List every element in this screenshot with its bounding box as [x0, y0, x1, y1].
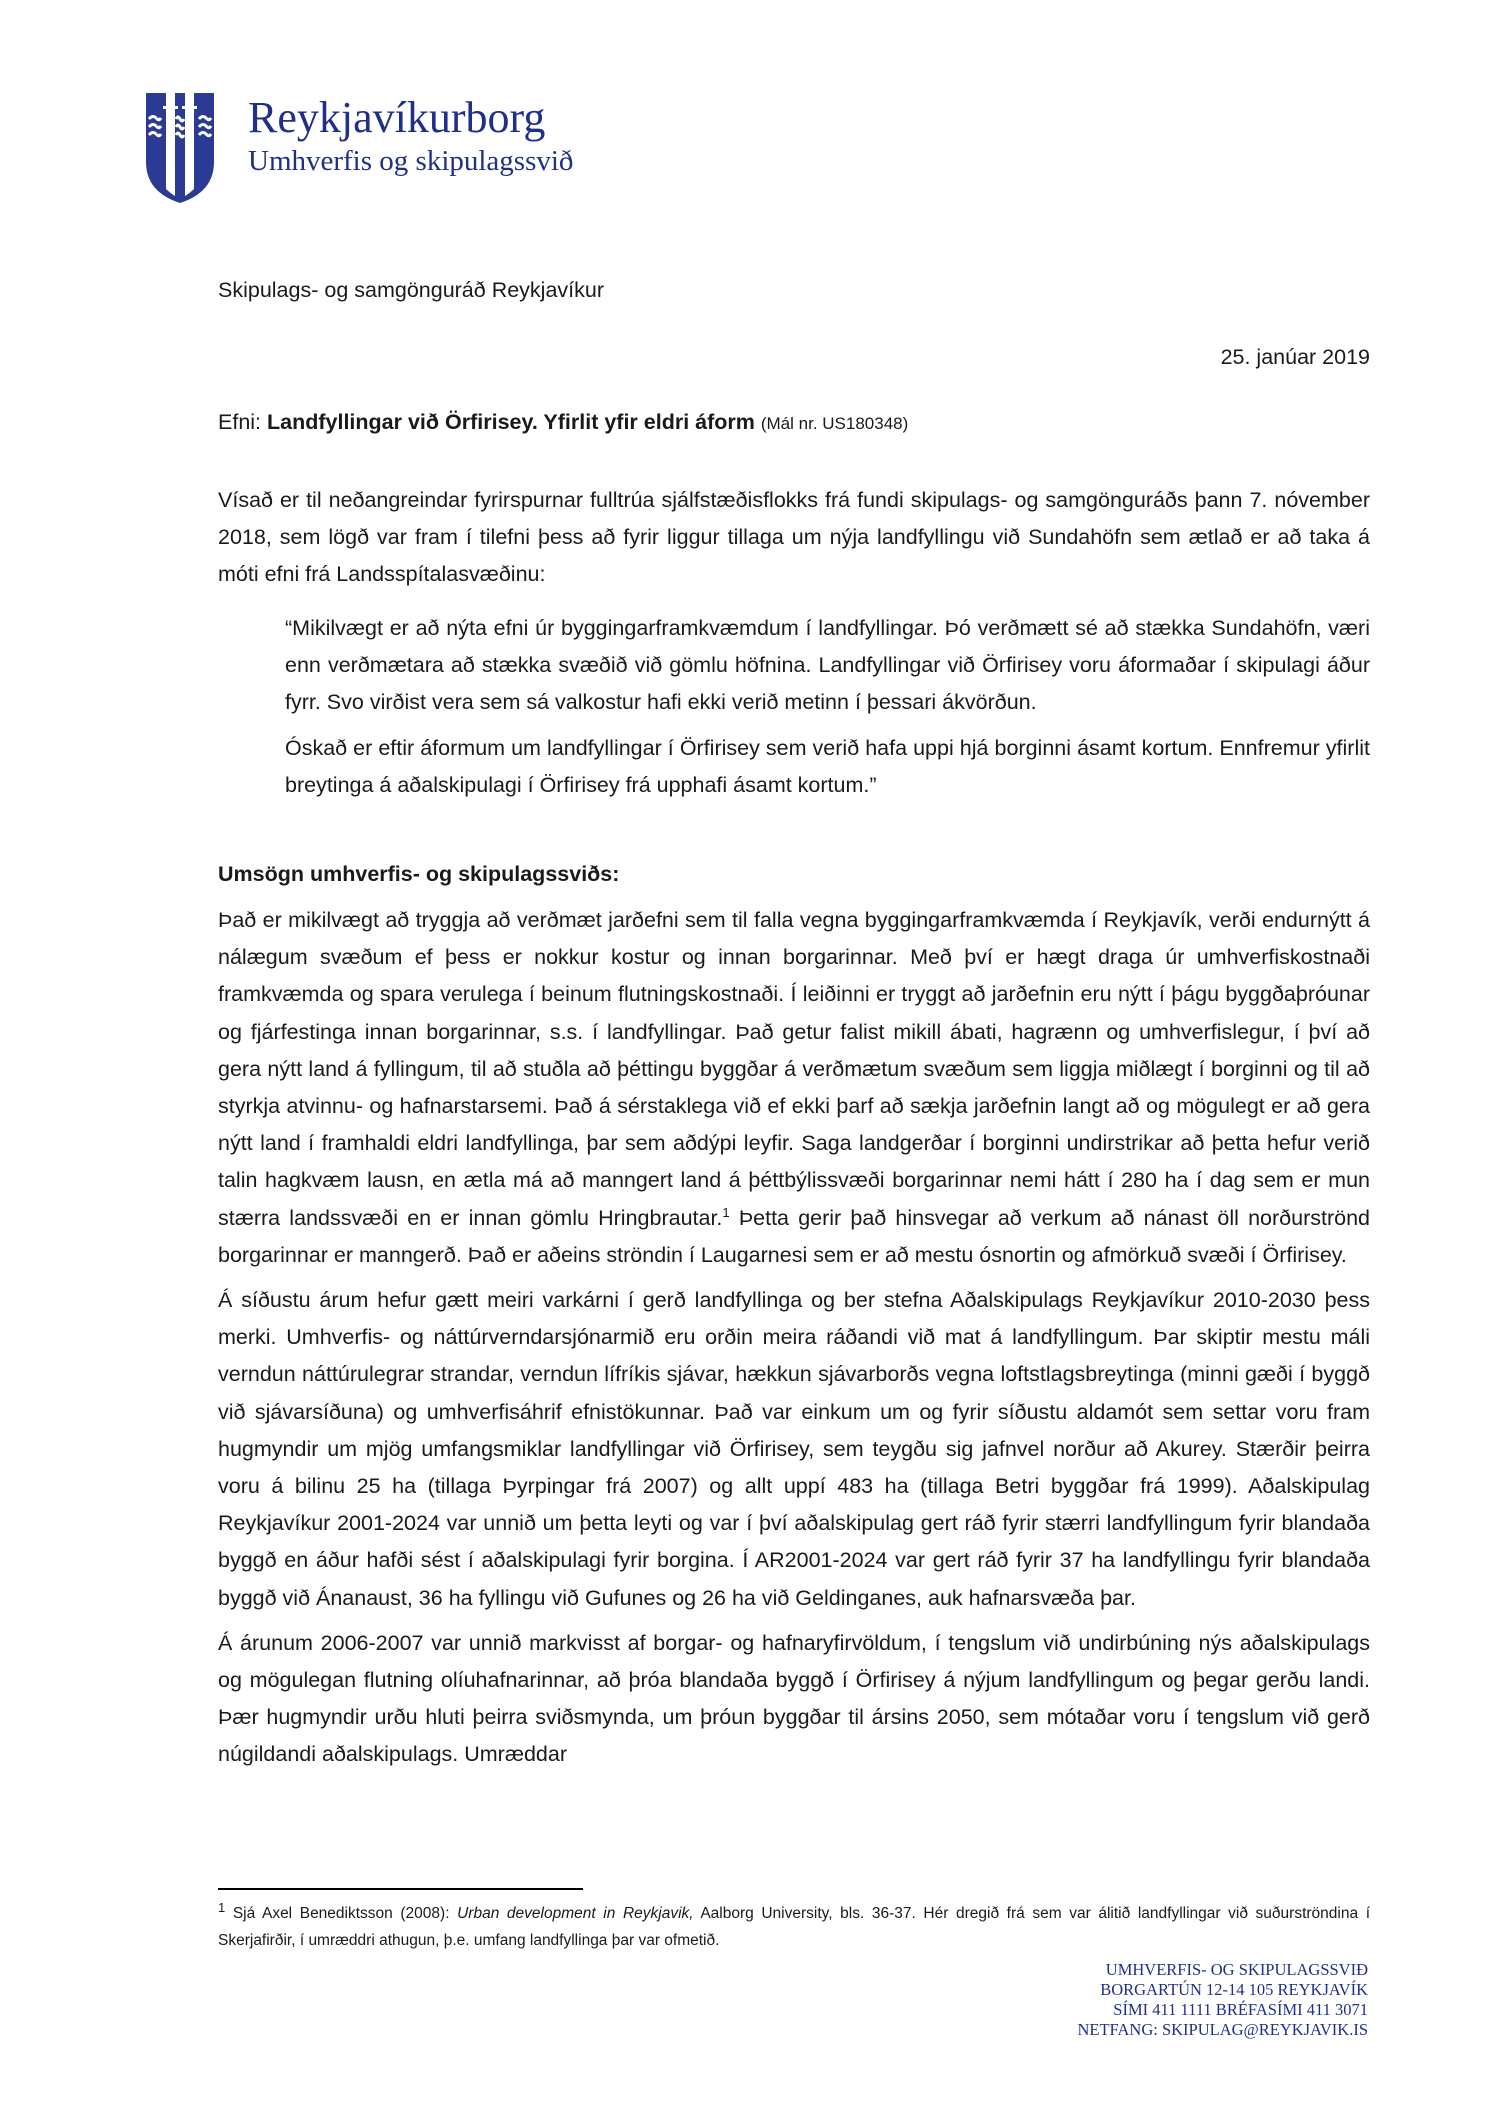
quoted-inquiry	[285, 610, 1370, 813]
subject-line	[218, 410, 908, 435]
footnote-reference[interactable]: 1	[722, 1204, 730, 1220]
response-body	[218, 902, 1370, 1782]
case-number: (Mál nr. US180348)	[760, 414, 909, 433]
recipient: Skipulags- og samgönguráð Reykjavíkur	[218, 278, 605, 302]
subject-label: Efni:	[218, 410, 262, 434]
footer-department: UMHVERFIS- OG SKIPULAGSSVIÐ	[1105, 1960, 1368, 1979]
letter-date: 25. janúar 2019	[1220, 345, 1370, 369]
paragraph-text: Þetta gerir það hinsvegar að verkum að nánast öll norðurströnd borgarinnar er manngerð. Það er aðeins ströndin í Laugarnesi sem er að mestu ósnortin og afmörkuð svæði í Örfirisey.	[218, 1205, 1370, 1267]
subject-title: Landfyllingar við Örfirisey. Yfirlit yfir eldri áform	[267, 410, 755, 434]
footer-phone: SÍMI 411 1111 BRÉFASÍMI 411 3071	[1113, 2000, 1368, 2019]
footer-email[interactable]: NETFANG: SKIPULAG@REYKJAVIK.IS	[1077, 2020, 1368, 2039]
footer-address: BORGARTÚN 12-14 105 REYKJAVÍK	[1100, 1980, 1368, 1999]
footnote-text: Sjá Axel Benediktsson (2008):	[225, 1905, 458, 1922]
footnote-text: Aalborg University, bls. 36-37. Hér dregið frá sem var álitið landfyllingar við suðurströndina í Skerjafirðir, í umræddri athugun, þ.e. umfang landfyllinga þar var ofmetið.	[218, 1905, 1371, 1949]
quote-paragraph: “Mikilvægt er að nýta efni úr byggingarframkvæmdum í landfyllingar. Þó verðmætt sé að stækka Sundahöfn, væri enn verðmætara að stækka svæðið við gömlu höfnina. Landfyllingar við Örfirisey voru áformaðar í skipulagi áður fyrr. Svo virðist vera sem sá valkostur hafi ekki verið metinn í þessari ákvörðun.	[285, 616, 1370, 714]
footnote	[218, 1900, 1370, 1954]
footnote-divider	[218, 1888, 583, 1890]
body-paragraph	[218, 902, 1370, 1274]
body-paragraph: Á árunum 2006-2007 var unnið markvisst af borgar- og hafnaryfirvöldum, í tengslum við undirbúning nýs aðalskipulags og mögulegan flutning olíuhafnarinnar, að þróa blandaða byggð í Örfirisey á nýjum landfyllingum og þegar gerðu landi. Þær hugmyndir urðu hluti þeirra sviðsmynda, um þróun byggðar til ársins 2050, sem mótaðar voru í tengslum við gerð núgildandi aðalskipulags. Umræddar	[218, 1630, 1370, 1767]
letterhead-brand	[248, 92, 573, 178]
organization-name: Reykjavíkurborg	[248, 93, 546, 142]
reykjavik-coat-of-arms-icon	[145, 92, 215, 204]
footnote-number: 1	[218, 1899, 226, 1915]
department-name: Umhverfis og skipulagssvið	[248, 145, 574, 177]
intro-paragraph: Vísað er til neðangreindar fyrirspurnar fulltrúa sjálfstæðisflokks frá fundi skipulags- og samgönguráðs þann 7. nóvember 2018, sem lögð var fram í tilefni þess að fyrir liggur tillaga um nýja landfyllingu við Sundahöfn sem ætlað er að taka á móti efni frá Landsspítalasvæðinu:	[218, 488, 1370, 586]
letterhead-footer	[1077, 1960, 1368, 2040]
body-paragraph: Á síðustu árum hefur gætt meiri varkárni í gerð landfyllinga og ber stefna Aðalskipulags Reykjavíkur 2010-2030 þess merki. Umhverfis- og náttúrverndarsjónarmið eru orðin meira ráðandi við mat á landfyllingum. Þar skiptir mestu máli verndun náttúrulegrar strandar, verndun lífríkis sjávar, hækkun sjávarborðs vegna loftstlagsbreytinga (minni gæði í byggð við sjávarsíðuna) og umhverfisáhrif efnistökunnar. Það var einkum um og fyrir síðustu aldamót sem settar voru fram hugmyndir um mjög umfangsmiklar landfyllingar við Örfirisey, sem teygðu sig jafnvel norður að Akurey. Stærðir þeirra voru á bilinu 25 ha (tillaga Þyrpingar frá 2007) og allt uppí 483 ha (tillaga Betri byggðar frá 1999). Aðalskipulag Reykjavíkur 2001-2024 var unnið um þetta leyti og var í því aðalskipulag gert ráð fyrir stærri landfyllingum fyrir blandaða byggð en áður hafði sést í aðalskipulagi fyrir borgina. Í AR2001-2024 var gert ráð fyrir 37 ha landfyllingu fyrir blandaða byggð við Ánanaust, 36 ha fyllingu við Gufunes og 26 ha við Geldinganes, auk hafnarsvæða þar.	[218, 1288, 1370, 1610]
quote-paragraph: Óskað er eftir áformum um landfyllingar í Örfirisey sem verið hafa uppi hjá borginni ásamt kortum. Ennfremur yfirlit breytinga á aðalskipulagi í Örfirisey frá upphafi ásamt kortum.”	[285, 736, 1370, 797]
paragraph-text: Það er mikilvægt að tryggja að verðmæt jarðefni sem til falla vegna byggingarframkvæmda í Reykjavík, verði endurnýtt á nálægum svæðum ef þess er nokkur kostur og innan borgarinnar. Með því er hægt draga úr umhverfiskostnaði framkvæmda og spara verulega í beinum flutningskostnaði. Í leiðinni er tryggt að jarðefnin eru nýtt í þágu byggðaþróunar og fjárfestinga innan borgarinnar, s.s. í landfyllingar. Það getur falist mikill ábati, hagrænn og umhverfislegur, í því að gera nýtt land á fyllingum, til að stuðla að þéttingu byggðar á verðmætum svæðum sem liggja miðlægt í borginni og til að styrkja atvinnu- og hafnarstarsemi. Það á sérstaklega við ef ekki þarf að sækja jarðefnin langt að og mögulegt er að gera nýtt land í framhaldi eldri landfyllinga, þar sem aðdýpi leyfir. Saga landgerðar í borginni undirstrikar að þetta hefur verið talin hagkvæm lausn, en ætla má að manngert land á þéttbýlissvæði borgarinnar nemi hátt í 280 ha í dag sem er mun stærra landssvæði en er innan gömlu Hringbrautar.	[218, 908, 1370, 1230]
footnote-cited-title: Urban development in Reykjavik,	[457, 1905, 694, 1922]
section-heading: Umsögn umhverfis- og skipulagssviðs:	[218, 862, 620, 886]
